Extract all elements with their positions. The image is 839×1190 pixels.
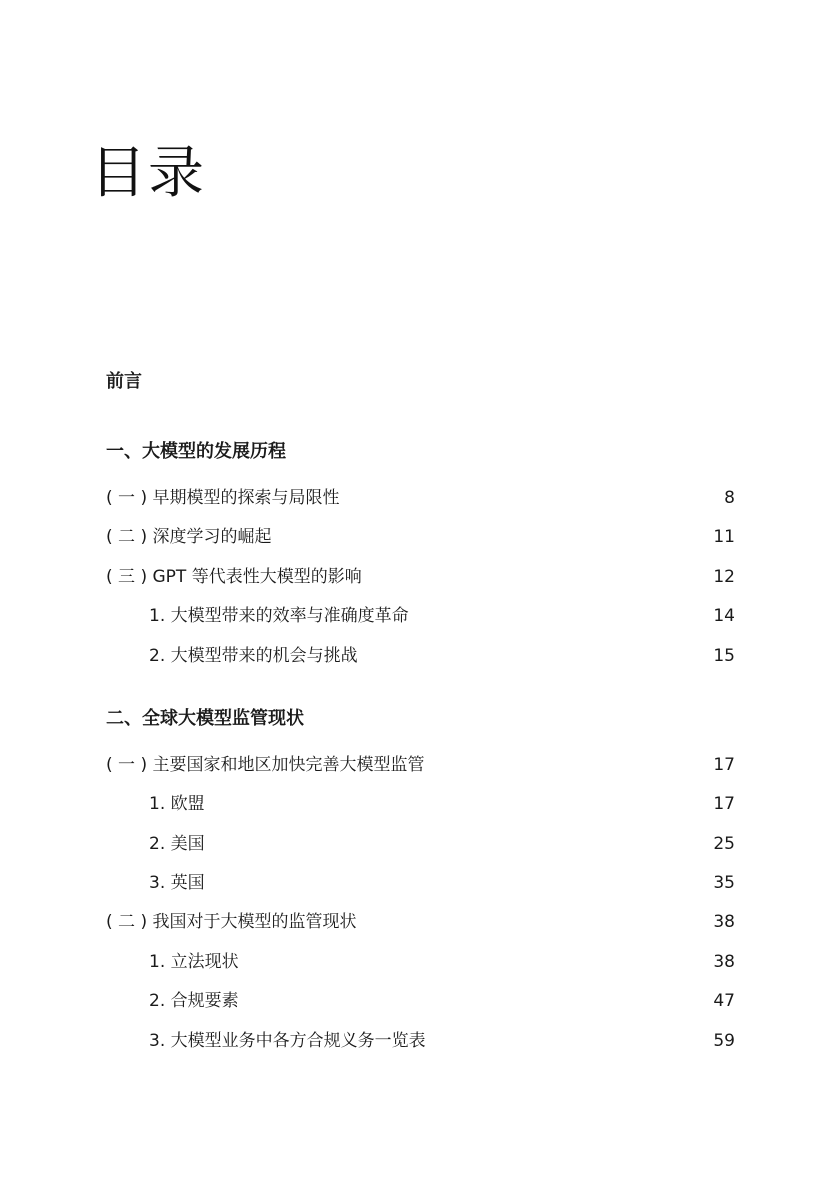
- toc-entry-label: ( 二 ) 深度学习的崛起: [106, 527, 272, 547]
- toc-entry-page: 15: [713, 646, 735, 666]
- toc-entry-label: 2. 合规要素: [149, 991, 239, 1011]
- toc-entry-label: 一、大模型的发展历程: [106, 441, 286, 462]
- toc-entry-page: 17: [713, 755, 735, 775]
- toc-entry-label: 2. 美国: [149, 834, 205, 854]
- toc-entry[interactable]: [149, 949, 735, 975]
- toc-entry[interactable]: [149, 1028, 735, 1054]
- toc-entry[interactable]: [149, 791, 735, 817]
- toc-chapter-2[interactable]: [106, 706, 735, 732]
- toc-entry-label: 2. 大模型带来的机会与挑战: [149, 646, 358, 666]
- toc-entry[interactable]: [149, 988, 735, 1014]
- toc-entry-label: ( 三 ) GPT 等代表性大模型的影响: [106, 567, 362, 587]
- toc-entry-page: 59: [713, 1031, 735, 1051]
- toc-entry-label: 3. 大模型业务中各方合规义务一览表: [149, 1031, 426, 1051]
- toc-entry-page: 35: [713, 873, 735, 893]
- toc-entry-label: 1. 大模型带来的效率与准确度革命: [149, 606, 409, 626]
- toc-entry-label: 前言: [106, 371, 142, 392]
- toc-entry[interactable]: [149, 603, 735, 629]
- toc-entry-label: 二、全球大模型监管现状: [106, 708, 304, 729]
- toc-entry[interactable]: [149, 831, 735, 857]
- toc-entry-label: ( 二 ) 我国对于大模型的监管现状: [106, 912, 357, 932]
- toc-entry-page: 11: [713, 527, 735, 547]
- toc-entry[interactable]: [149, 870, 735, 896]
- toc-entry-label: 1. 立法现状: [149, 952, 239, 972]
- toc-entry-label: ( 一 ) 早期模型的探索与局限性: [106, 488, 340, 508]
- page-title: 目录: [90, 141, 206, 206]
- toc-entry-page: 8: [724, 488, 735, 508]
- toc-entry-page: 38: [713, 952, 735, 972]
- toc-entry[interactable]: [106, 524, 735, 550]
- toc-entry-label: ( 一 ) 主要国家和地区加快完善大模型监管: [106, 755, 425, 775]
- toc-entry[interactable]: [106, 909, 735, 935]
- toc-entry-label: 1. 欧盟: [149, 794, 205, 814]
- toc-entry-page: 12: [713, 567, 735, 587]
- toc-entry-label: 3. 英国: [149, 873, 205, 893]
- toc-entry[interactable]: [106, 485, 735, 511]
- toc-entry-preface[interactable]: [106, 369, 735, 395]
- toc-chapter-1[interactable]: [106, 439, 735, 465]
- toc-entry-page: 25: [713, 834, 735, 854]
- toc-entry[interactable]: [106, 564, 735, 590]
- toc-entry-page: 17: [713, 794, 735, 814]
- toc-entry[interactable]: [106, 752, 735, 778]
- toc-entry[interactable]: [149, 643, 735, 669]
- toc-entry-page: 14: [713, 606, 735, 626]
- toc-entry-page: 47: [713, 991, 735, 1011]
- toc-entry-page: 38: [713, 912, 735, 932]
